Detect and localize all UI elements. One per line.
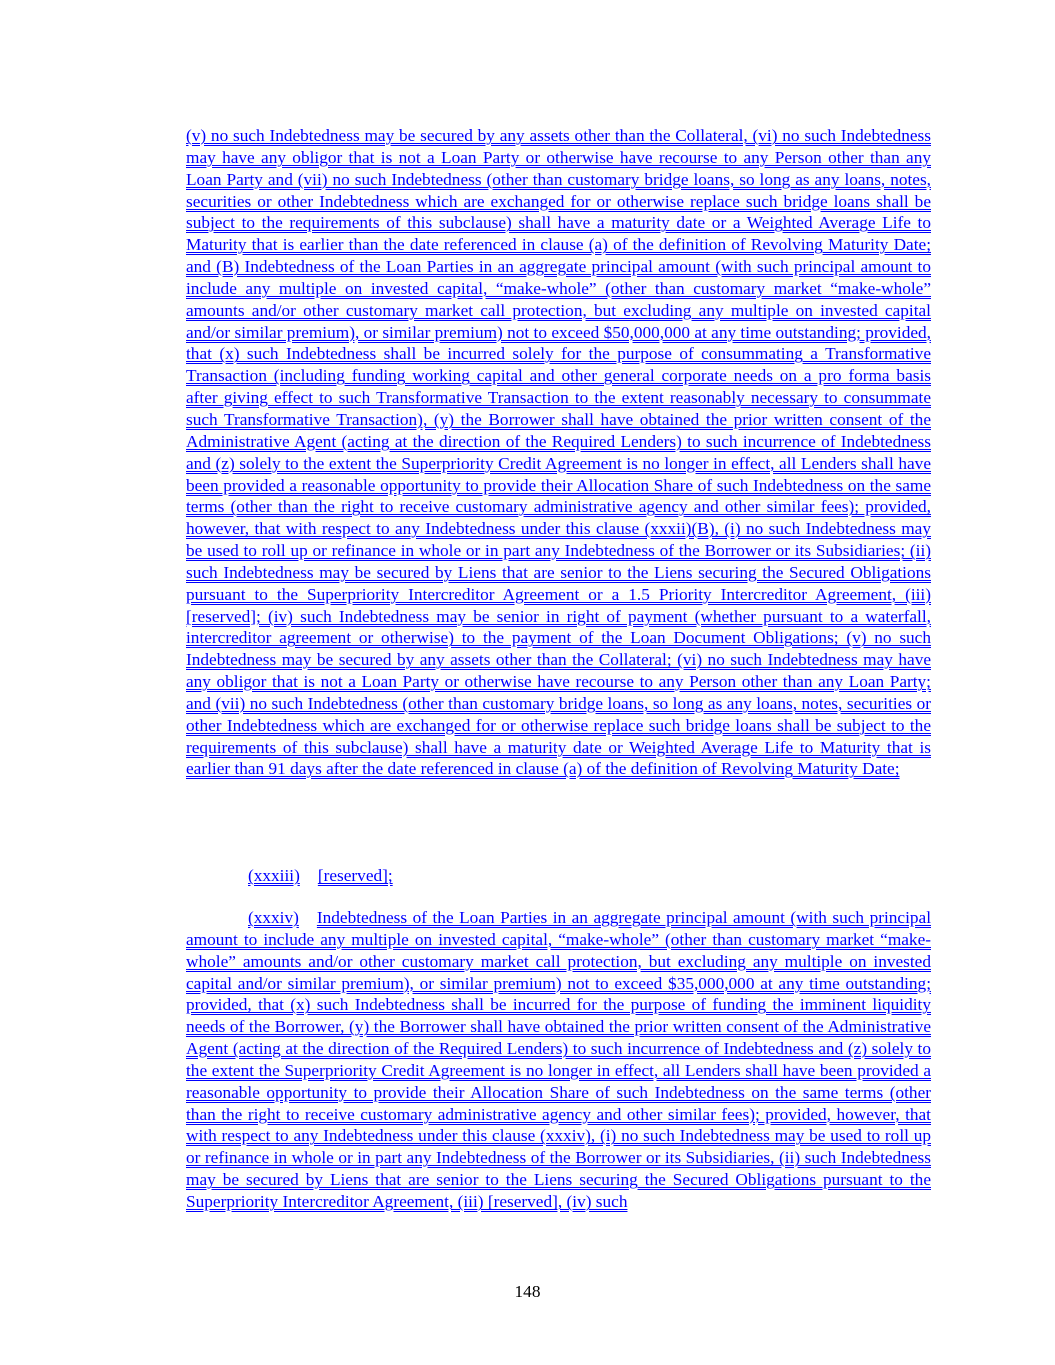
page-number: 148 xyxy=(514,1282,541,1301)
clause-xxxiii-number: (xxxiii) xyxy=(248,866,300,885)
clause-xxxiv-number: (xxxiv) xyxy=(248,908,299,927)
clause-xxxiv xyxy=(186,907,931,1213)
clause-xxxiii-text: [reserved]; xyxy=(317,866,393,885)
continued-paragraph-text: (v) no such Indebtedness may be secured by any assets other than the Collateral, (vi) no such Indebtedness may have any obligor that is not a Loan Party or otherwise have recourse to any Person other than any Loan Party and (vii) no such Indebtedness (other than customary bridge loans, so long as any loans, notes, securities or other Indebtedness which are exchanged for or otherwise replace such bridge loans shall be subject to the requirements of this subclause) shall have a maturity date or a Weighted Average Life to Maturity that is earlier than the date referenced in clause (a) of the definition of Revolving Maturity Date; and (B) Indebtedness of the Loan Parties in an aggregate principal amount (with such principal amount to include any multiple on invested capital, “make-whole” (other than customary market “make-whole” amounts and/or other customary market call protection, but excluding any multiple on invested capital and/or similar premium), or similar premium) not to exceed $50,000,000 at any time outstanding; provided, that (x) such Indebtedness shall be incurred solely for the purpose of consummating a Transformative Transaction (including funding working capital and other general corporate needs on a pro forma basis after giving effect to such Transformative Transaction to the extent reasonably necessary to consummate such Transformative Transaction), (y) the Borrower shall have obtained the prior written consent of the Administrative Agent (acting at the direction of the Required Lenders) to such incurrence of Indebtedness and (z) solely to the extent the Superpriority Credit Agreement is no longer in effect, all Lenders shall have been provided a reasonable opportunity to provide their Allocation Share of such Indebtedness on the same terms (other than the right to receive customary administrative agency and other similar fees); provided, however, that with respect to any Indebtedness under this clause (xxxii)(B), (i) no such Indebtedness may be used to roll up or refinance in whole or in part any Indebtedness of the Borrower or its Subsidiaries; (ii) such Indebtedness may be secured by Liens that are senior to the Liens securing the Secured Obligations pursuant to the Superpriority Intercreditor Agreement or a 1.5 Priority Intercreditor Agreement, (iii) [reserved]; (iv) such Indebtedness may be senior in right of payment (whether pursuant to a waterfall, intercreditor agreement or otherwise) to the payment of the Loan Document Obligations; (v) no such Indebtedness may be secured by any assets other than the Collateral; (vi) no such Indebtedness may have any obligor that is not a Loan Party or otherwise have recourse to any Person other than any Loan Party; and (vii) no such Indebtedness (other than customary bridge loans, so long as any loans, notes, securities or other Indebtedness which are exchanged for or otherwise replace such bridge loans shall be subject to the requirements of this subclause) shall have a maturity date or Weighted Average Life to Maturity that is earlier than 91 days after the date referenced in clause (a) of the definition of Revolving Maturity Date; xyxy=(186,126,931,779)
continued-paragraph xyxy=(186,125,931,780)
clause-xxxiv-text: Indebtedness of the Loan Parties in an aggregate principal amount (with such principal amount to include any multiple on invested capital, “make-whole” (other than customary market “make-whole” amounts and/or other customary market call protection, but excluding any multiple on invested capital and/or similar premium), or similar premium) not to exceed $35,000,000 at any time outstanding; provided, that (x) such Indebtedness shall be incurred for the purpose of funding the imminent liquidity needs of the Borrower, (y) the Borrower shall have obtained the prior written consent of the Administrative Agent (acting at the direction of the Required Lenders) to such incurrence of Indebtedness and (z) solely to the extent the Superpriority Credit Agreement is no longer in effect, all Lenders shall have been provided a reasonable opportunity to provide their Allocation Share of such Indebtedness on the same terms (other than the right to receive customary administrative agency and other similar fees); provided, however, that with respect to any Indebtedness under this clause (xxxiv), (i) no such Indebtedness may be used to roll up or refinance in whole or in part any Indebtedness of the Borrower or its Subsidiaries, (ii) such Indebtedness may be secured by Liens that are senior to the Liens securing the Secured Obligations pursuant to the Superpriority Intercreditor Agreement, (iii) [reserved], (iv) such xyxy=(186,908,931,1211)
clause-xxxiii xyxy=(186,865,931,887)
